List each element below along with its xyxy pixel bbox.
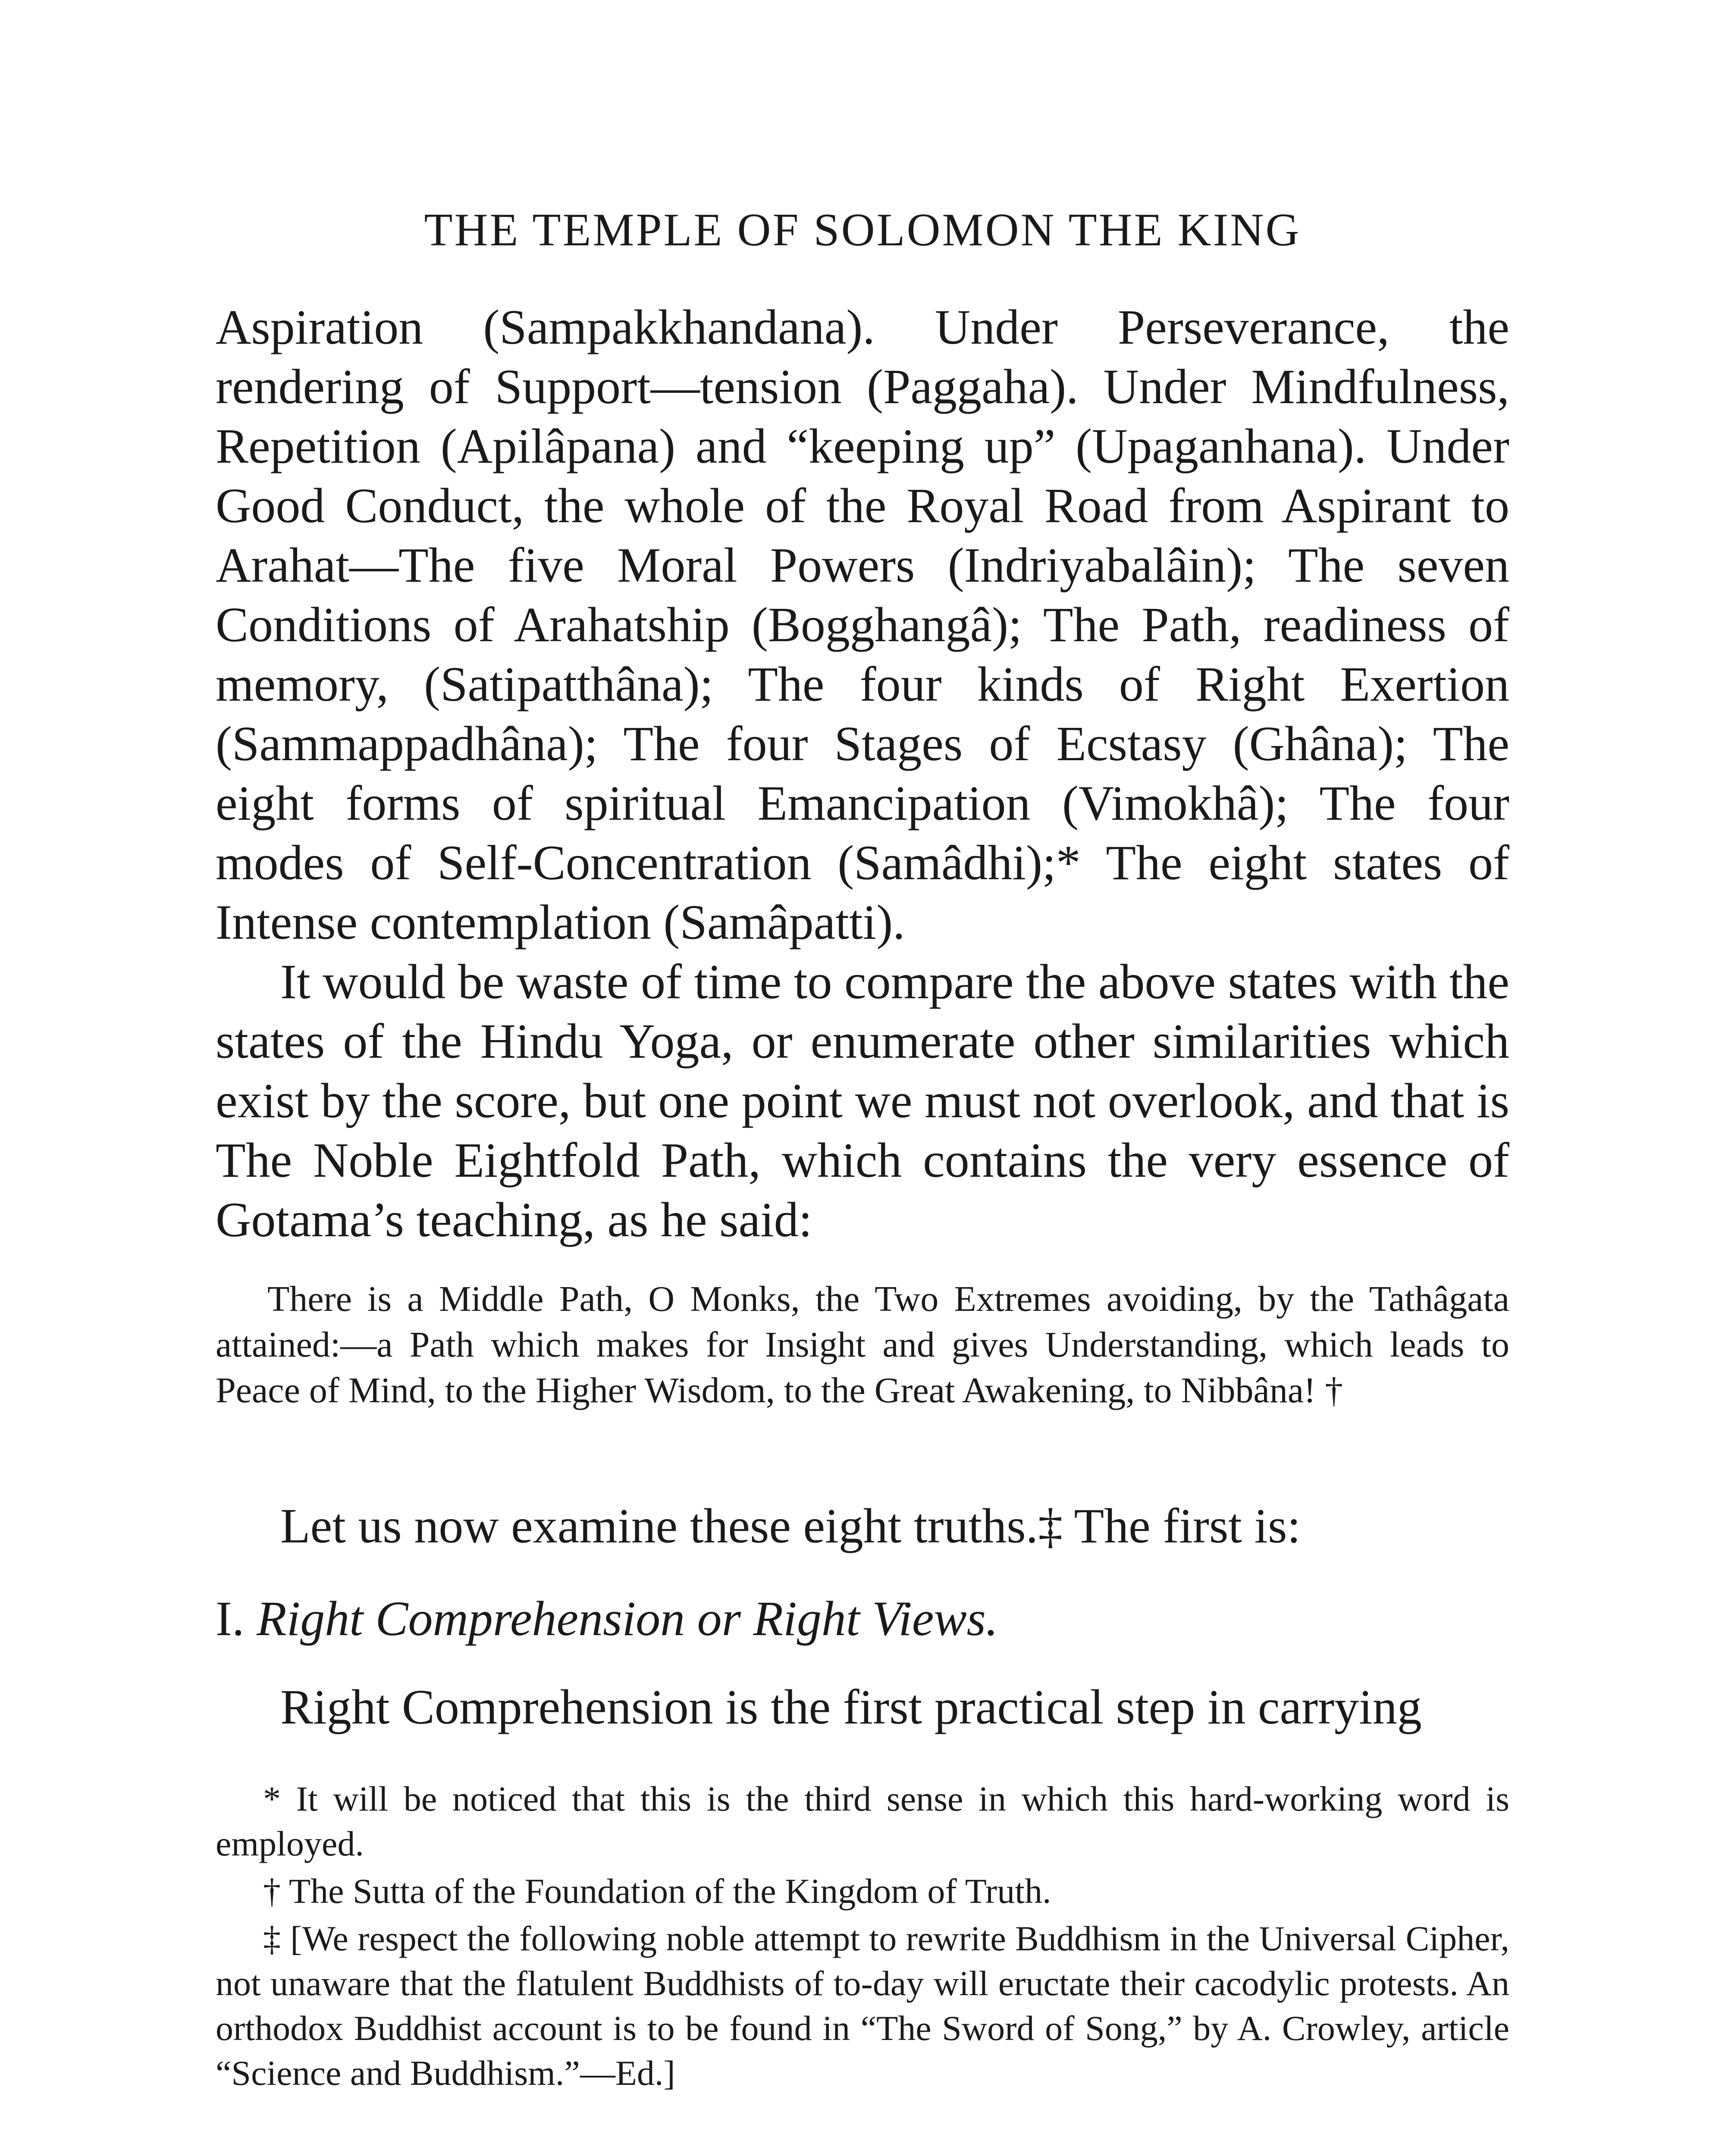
- footnote: ‡ [We respect the following noble attempt to rewrite Buddhism in the Universal Cipher, not unaware that the flatulent Buddhists of to-day will eructate their cacodylic protests. An orthodox Buddhist account is to be found in “The Sword of Song,” by A. Crowley, article “Science and Buddhism.”—Ed.]: [216, 1919, 1509, 2093]
- intro-paragraph: Let us now examine these eight truths.‡ The first is:: [280, 1498, 1301, 1553]
- block-quote: There is a Middle Path, O Monks, the Two Extremes avoiding, by the Tathâgata attained:—a Path which makes for Insight and gives Understanding, which leads to Peace of Mind, to the Higher Wisdom, to the Great Awakening, to Nibbâna! †: [216, 1279, 1509, 1410]
- main-text: [216, 298, 1509, 1250]
- paragraph: It would be waste of time to compare the above states with the states of the Hindu Yoga, or enumerate other similarities which exist by the score, but one point we must not overlook, and that is The Noble Eightfold Path, which contains the very essence of Gotama’s teaching, as he said:: [216, 954, 1509, 1247]
- footnote: † The Sutta of the Foundation of the Kingdom of Truth.: [263, 1871, 1051, 1911]
- paragraph-continued: Aspiration (Sampakkhandana). Under Perseverance, the rendering of Support—tension (Paggaha). Under Mindfulness, Repetition (Apilâpana) and “keeping up” (Upaganhana). Under Good Conduct, the whole of the Royal Road from Aspirant to Arahat—The five Moral Powers (Indriyabalâin); The seven Conditions of Arahatship (Bogghangâ); The Path, readiness of memory, (Satipatthâna); The four kinds of Right Exertion (Sammappadhâna); The four Stages of Ecstasy (Ghâna); The eight forms of spiritual Emancipation (Vimokhâ); The four modes of Self-Concentration (Samâdhi);* The eight states of Intense contemplation (Samâpatti).: [216, 300, 1509, 950]
- footnote: * It will be noticed that this is the third sense in which this hard-working word is employed.: [216, 1779, 1509, 1863]
- section-heading: [216, 1589, 1509, 1648]
- paragraph-start: Right Comprehension is the first practical step in carrying: [280, 1680, 1422, 1734]
- running-head: THE TEMPLE OF SOLOMON THE KING: [424, 204, 1301, 256]
- footnotes: [216, 1777, 1509, 2098]
- section-title: Right Comprehension or Right Views.: [256, 1591, 998, 1646]
- section-number: I.: [216, 1591, 245, 1646]
